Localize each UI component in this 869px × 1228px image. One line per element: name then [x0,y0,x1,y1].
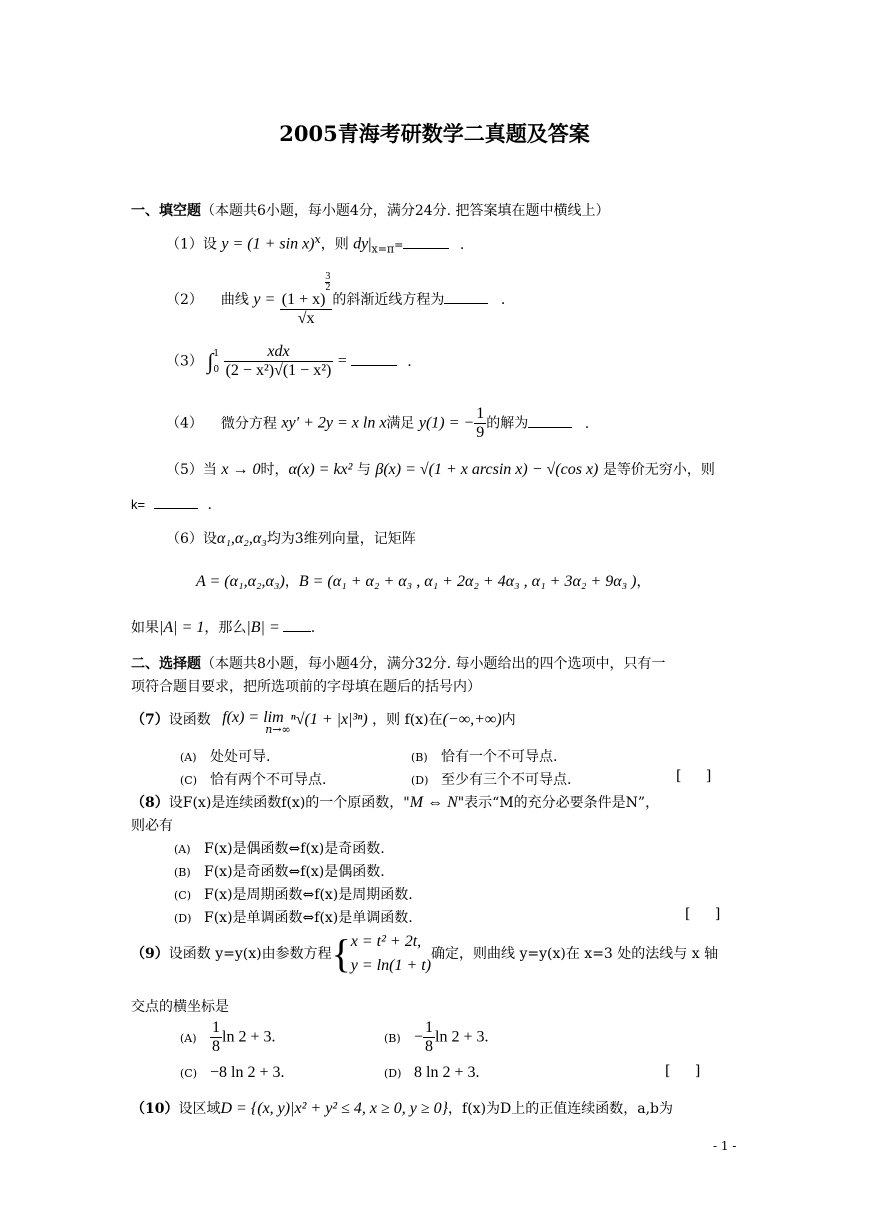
q2-exponent: $\frac{3}{2}$ [325,271,331,293]
q7-limit-sub: n→∞ [265,723,291,736]
q7-number: （7） [131,712,169,728]
q9-option-a[interactable]: (A) $\frac{1}{8}$ ln 2 + 3. [180,1019,276,1055]
q5-pre: 当 [202,462,217,478]
q7-formula: f(x) = lim [222,709,284,726]
q1-pre: 设 [202,236,217,253]
q6-pre: 设 [202,531,217,547]
q7-post: ，则 f(x)在 [372,712,443,728]
q2-post: 的斜渐近线方程为 [332,292,445,308]
system-brace: { [331,931,351,976]
q10-formula: D = {(x, y)|x² + y² ≤ 4, x ≥ 0, y ≥ 0} [220,1100,449,1117]
page-title: 2005青海考研数学二真题及答案 [279,121,590,146]
q3-upper-limit: 1 [213,348,220,359]
q6-number: （6） [166,531,203,547]
q7-option-b[interactable]: (B) 恰有一个不可导点. [411,749,558,765]
q6-end: . [310,620,316,636]
q4-end: . [584,415,590,432]
q3-denominator: (2 − x²)√(1 − x²) [225,362,332,379]
q9-line2: 交点的横坐标是 [131,999,229,1015]
q5-number: （5） [166,462,203,478]
q5-end: . [207,497,212,513]
q7-root: ⁿ√(1 + |x|³ⁿ) [290,711,368,728]
q5-with: 与 [356,462,371,478]
q6-comma: ， [284,574,299,590]
integral-sign: ∫ [207,348,214,374]
question-5 [166,459,715,479]
q9-answer-bracket[interactable]: [ ] [665,1063,711,1079]
question-3 [166,343,412,380]
q7-answer-bracket[interactable]: [ ] [676,768,722,784]
q7-end: 内 [501,712,516,728]
q6-if: 如果 [131,620,159,636]
q5-k: k= [131,497,146,512]
q1-number: （1） [166,236,203,253]
q2-pre: 曲线 [220,292,249,308]
q3-number: （3） [166,353,203,370]
q3-numerator: xdx [267,343,290,360]
q4-fraction: $\frac{1}{9}$ [476,405,485,441]
q2-end: . [500,292,506,308]
q6-det-b: |B| = [246,619,280,636]
q9-number: （9） [131,946,169,962]
q5-condition: x → 0 [221,461,261,478]
q4-condition: y(1) = − [418,414,475,432]
q9-pre: 设函数 y=y(x)由参数方程 [168,946,332,962]
q8-option-d[interactable]: (D) F(x)是单调函数⇔f(x)是单调函数. [174,910,413,926]
question-10 [131,1098,673,1118]
answer-blank[interactable] [403,236,449,249]
q8-text: 设F(x)是连续函数f(x)的一个原函数，" [168,795,410,811]
question-5-line2 [131,496,212,513]
q8-option-b[interactable]: (B) F(x)是奇函数⇔f(x)是偶函数. [174,864,385,880]
q2-numerator: (1 + x) [281,291,326,308]
question-7 [131,709,516,736]
section1-note: （本题共6小题，每小题4分，满分24分. 把答案填在题中横线上） [201,203,610,219]
q1-formula: y = (1 + sin x) [221,235,315,253]
q8-text2: "表示“M的充分必要条件是N”， [457,795,660,811]
q3-lower-limit: 0 [213,364,220,375]
q1-dy: dy [353,235,369,253]
q2-number: （2） [166,292,203,308]
q7-pre: 设函数 [168,712,211,728]
q2-fraction [280,272,333,328]
q1-eq: = [394,238,404,252]
q10-post: ，f(x)为D上的正值连续函数，a,b为 [448,1101,674,1117]
q1-exponent: x [314,233,321,246]
question-6-matrices [196,571,650,591]
question-9 [131,930,718,978]
q5-t1: 时， [260,462,289,478]
question-6-line3 [131,617,315,637]
q4-post: 的解为 [486,415,529,432]
q10-number: （10） [131,1101,179,1117]
q2-denominator: √x [280,309,333,328]
q9-post: 确定，则曲线 y=y(x)在 x=3 处的法线与 x 轴 [431,946,719,962]
q8-relation: M ⇔ N [409,794,458,811]
answer-blank[interactable] [154,496,198,509]
q4-pre: 微分方程 [220,415,277,432]
q9-option-c[interactable]: (C) −8 ln 2 + 3. [180,1064,285,1081]
q8-option-a[interactable]: (A) F(x)是偶函数⇔f(x)是奇函数. [174,841,385,857]
question-4 [166,405,589,442]
section2-note-line2: 项符合题目要求，把所选项前的字母填在题后的括号内） [131,679,481,695]
q4-mid: 满足 [386,415,415,432]
q6-end-comma: ， [636,574,651,590]
answer-blank[interactable] [283,619,311,632]
answer-blank[interactable] [351,353,397,366]
q6-vectors: α₁,α₂,α₃ [216,530,267,547]
q1-subscript: x=π [371,242,395,256]
q5-beta: β(x) = √(1 + x arcsin x) − √(cos x) [375,461,599,478]
section1-heading: 一、填空题 [131,203,201,219]
q9-system-1: x = t² + 2t, [350,933,422,950]
q7-option-c[interactable]: (C) 恰有两个不可导点. [180,772,327,788]
section2-header [131,653,666,673]
q6-matrix-a: A = (α₁,α₂,α₃) [196,573,285,590]
section1-header [131,200,610,220]
answer-blank[interactable] [528,415,572,428]
question-1: （1）设 $y = (1 + \sin x)^x$，则 $dy|_{x=\pi}=$ . [166,233,465,256]
q5-alpha: α(x) = kx² [288,461,353,478]
q1-mid: ，则 [320,236,349,253]
section2-heading: 二、选择题 [131,656,201,672]
q4-equation: xy′ + 2y = x ln x [281,414,387,432]
q9-option-b[interactable]: (B) − $\frac{1}{8}$ ln 2 + 3. [384,1019,489,1055]
q8-number: （8） [131,795,169,811]
q5-post: 是等价无穷小，则 [602,462,715,478]
q6-post: 均为3维列向量，记矩阵 [266,531,416,547]
q9-system-2: y = ln(1 + t) [350,957,432,974]
q3-end: . [407,353,412,370]
q8-line2: 则必有 [131,818,173,834]
q1-end: . [459,236,465,253]
q3-fraction [224,343,334,380]
q8-option-c[interactable]: (C) F(x)是周期函数⇔f(x)是周期函数. [174,887,413,903]
answer-blank[interactable] [444,291,488,304]
q8-answer-bracket[interactable]: [ ] [685,906,731,922]
q7-interval: (−∞,+∞) [442,711,502,728]
q9-option-d[interactable]: (D) 8 ln 2 + 3. [384,1064,480,1081]
question-2 [166,272,505,328]
q3-eq: = [337,352,347,370]
question-8 [131,792,659,812]
page-number: - 1 - [713,1139,737,1153]
q6-then: ，那么 [204,620,247,636]
q7-option-a[interactable]: (A) 处处可导. [180,749,271,765]
question-6 [166,528,416,548]
q4-number: （4） [166,415,203,432]
q10-pre: 设区域 [178,1101,221,1117]
q6-matrix-b: B = (α₁ + α₂ + α₃ , α₁ + 2α₂ + 4α₃ , α₁ + 3α₂ + 9α₃ ) [298,573,637,590]
section2-note: （本题共8小题，每小题4分，满分32分. 每小题给出的四个选项中，只有一 [201,656,666,672]
q6-det-a: |A| = 1 [159,619,205,636]
q2-lhs: y = [253,291,276,308]
q7-option-d[interactable]: (D) 至少有三个不可导点. [411,772,572,788]
